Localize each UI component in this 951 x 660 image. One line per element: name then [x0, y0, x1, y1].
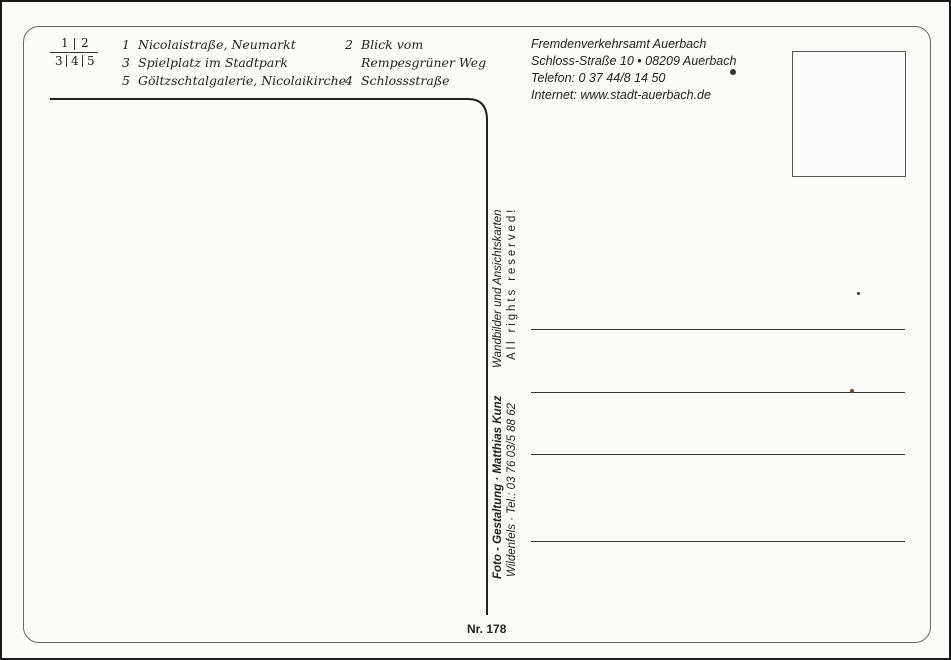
grid-number: 3: [55, 54, 63, 68]
caption-number: 3: [122, 55, 130, 70]
caption-number: 2: [345, 37, 353, 52]
caption-number: 5: [122, 73, 130, 88]
ink-speck: [730, 69, 736, 75]
sender-street: Schloss-Straße 10 • 08209 Auerbach: [531, 54, 737, 68]
photo-credit: Foto - Gestaltung · Matthias Kunz: [492, 395, 504, 579]
caption-number: 4: [345, 73, 353, 88]
address-line: [531, 392, 905, 393]
sender-web: Internet: www.stadt-auerbach.de: [531, 88, 711, 102]
publisher-contact: Wildenfels · Tel.: 03 76 03/5 88 62: [506, 403, 518, 577]
sender-address: [531, 36, 736, 104]
address-line: [531, 454, 905, 455]
publisher-line1: Wandbilder und Ansichtskarten: [492, 209, 504, 368]
grid-number: 5: [87, 54, 95, 68]
address-line: [531, 329, 905, 330]
ink-speck: [850, 389, 854, 393]
caption-text: Spielplatz im Stadtpark: [138, 55, 288, 70]
stamp-box: [792, 51, 906, 177]
card-number: Nr. 178: [467, 622, 507, 636]
sender-name: Fremdenverkehrsamt Auerbach: [531, 37, 707, 51]
grid-number: 2: [81, 36, 89, 50]
grid-number: 1: [61, 36, 69, 50]
publisher-line2: All rights reserved!: [506, 206, 518, 360]
caption-text: Blick vom: [361, 37, 424, 52]
ink-speck: [857, 292, 860, 295]
caption-text: Schlossstraße: [361, 73, 450, 88]
address-line: [531, 541, 905, 542]
caption-number: 1: [122, 37, 130, 52]
caption-text: Nicolaistraße, Neumarkt: [138, 37, 296, 52]
sender-phone: Telefon: 0 37 44/8 14 50: [531, 71, 666, 85]
caption-text: Göltzschtalgalerie, Nicolaikirche: [138, 73, 347, 88]
caption-text: Rempesgrüner Weg: [361, 55, 487, 70]
grid-number: 4: [71, 54, 79, 68]
